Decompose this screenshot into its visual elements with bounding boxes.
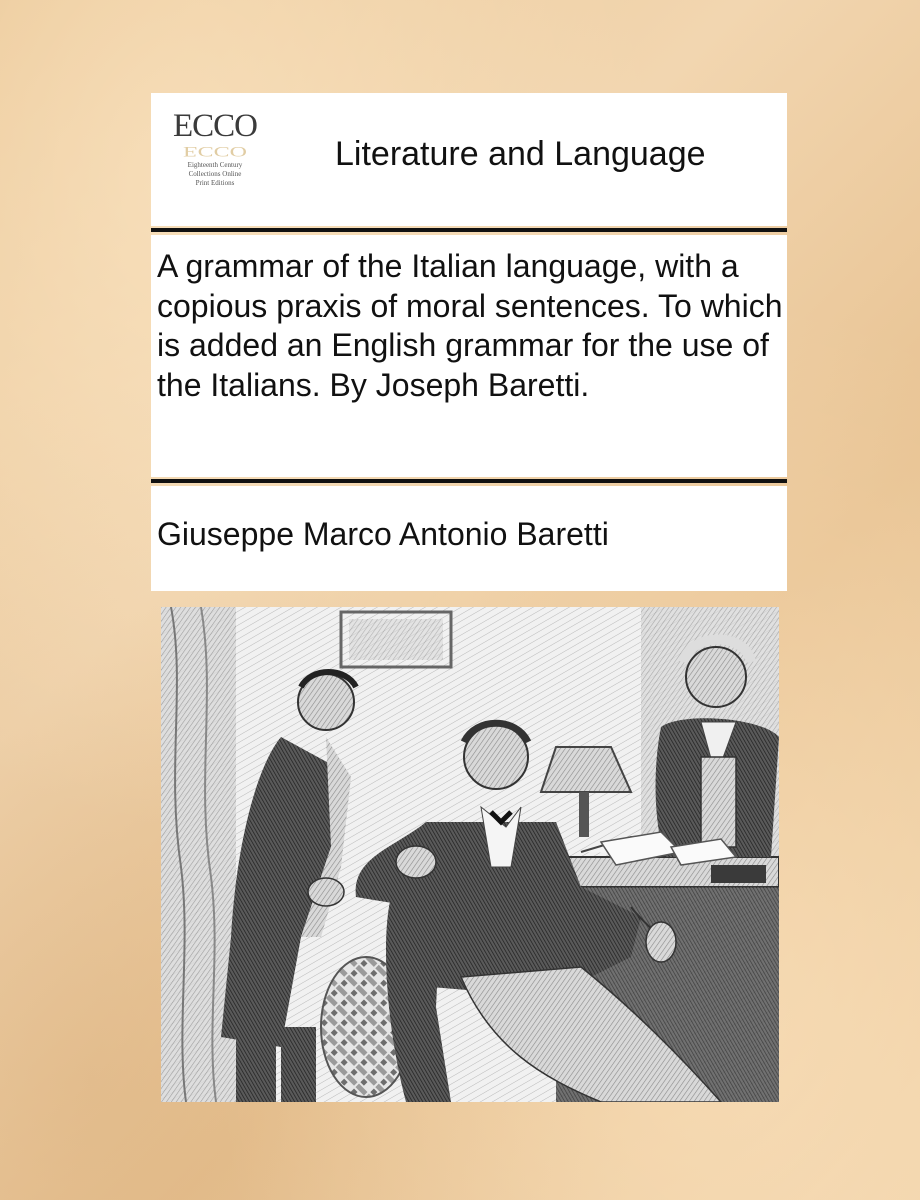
divider-rule: [151, 479, 787, 483]
author-name: Giuseppe Marco Antonio Baretti: [157, 516, 609, 552]
ecco-logo-line-2: Collections Online: [188, 170, 242, 178]
book-title: A grammar of the Italian language, with a copious praxis of moral sentences. To which is added an English grammar for the use of the Italians. By Joseph Baretti.: [157, 248, 783, 403]
divider-rule: [151, 228, 787, 232]
ecco-logo: [169, 109, 261, 209]
ecco-logo-reflection: ECCO: [182, 143, 247, 159]
ecco-logo-line-3: Print Editions: [195, 179, 235, 187]
title-block: [151, 235, 787, 477]
series-title: Literature and Language: [335, 135, 706, 173]
engraving-three-men-in-study-icon: [161, 607, 779, 1102]
cover-illustration: [161, 607, 779, 1102]
ecco-logo-mark: ECCO: [172, 108, 257, 144]
ecco-logo-line-1: Eighteenth Century: [187, 161, 243, 169]
series-banner: [151, 93, 787, 226]
author-block: [151, 486, 787, 591]
